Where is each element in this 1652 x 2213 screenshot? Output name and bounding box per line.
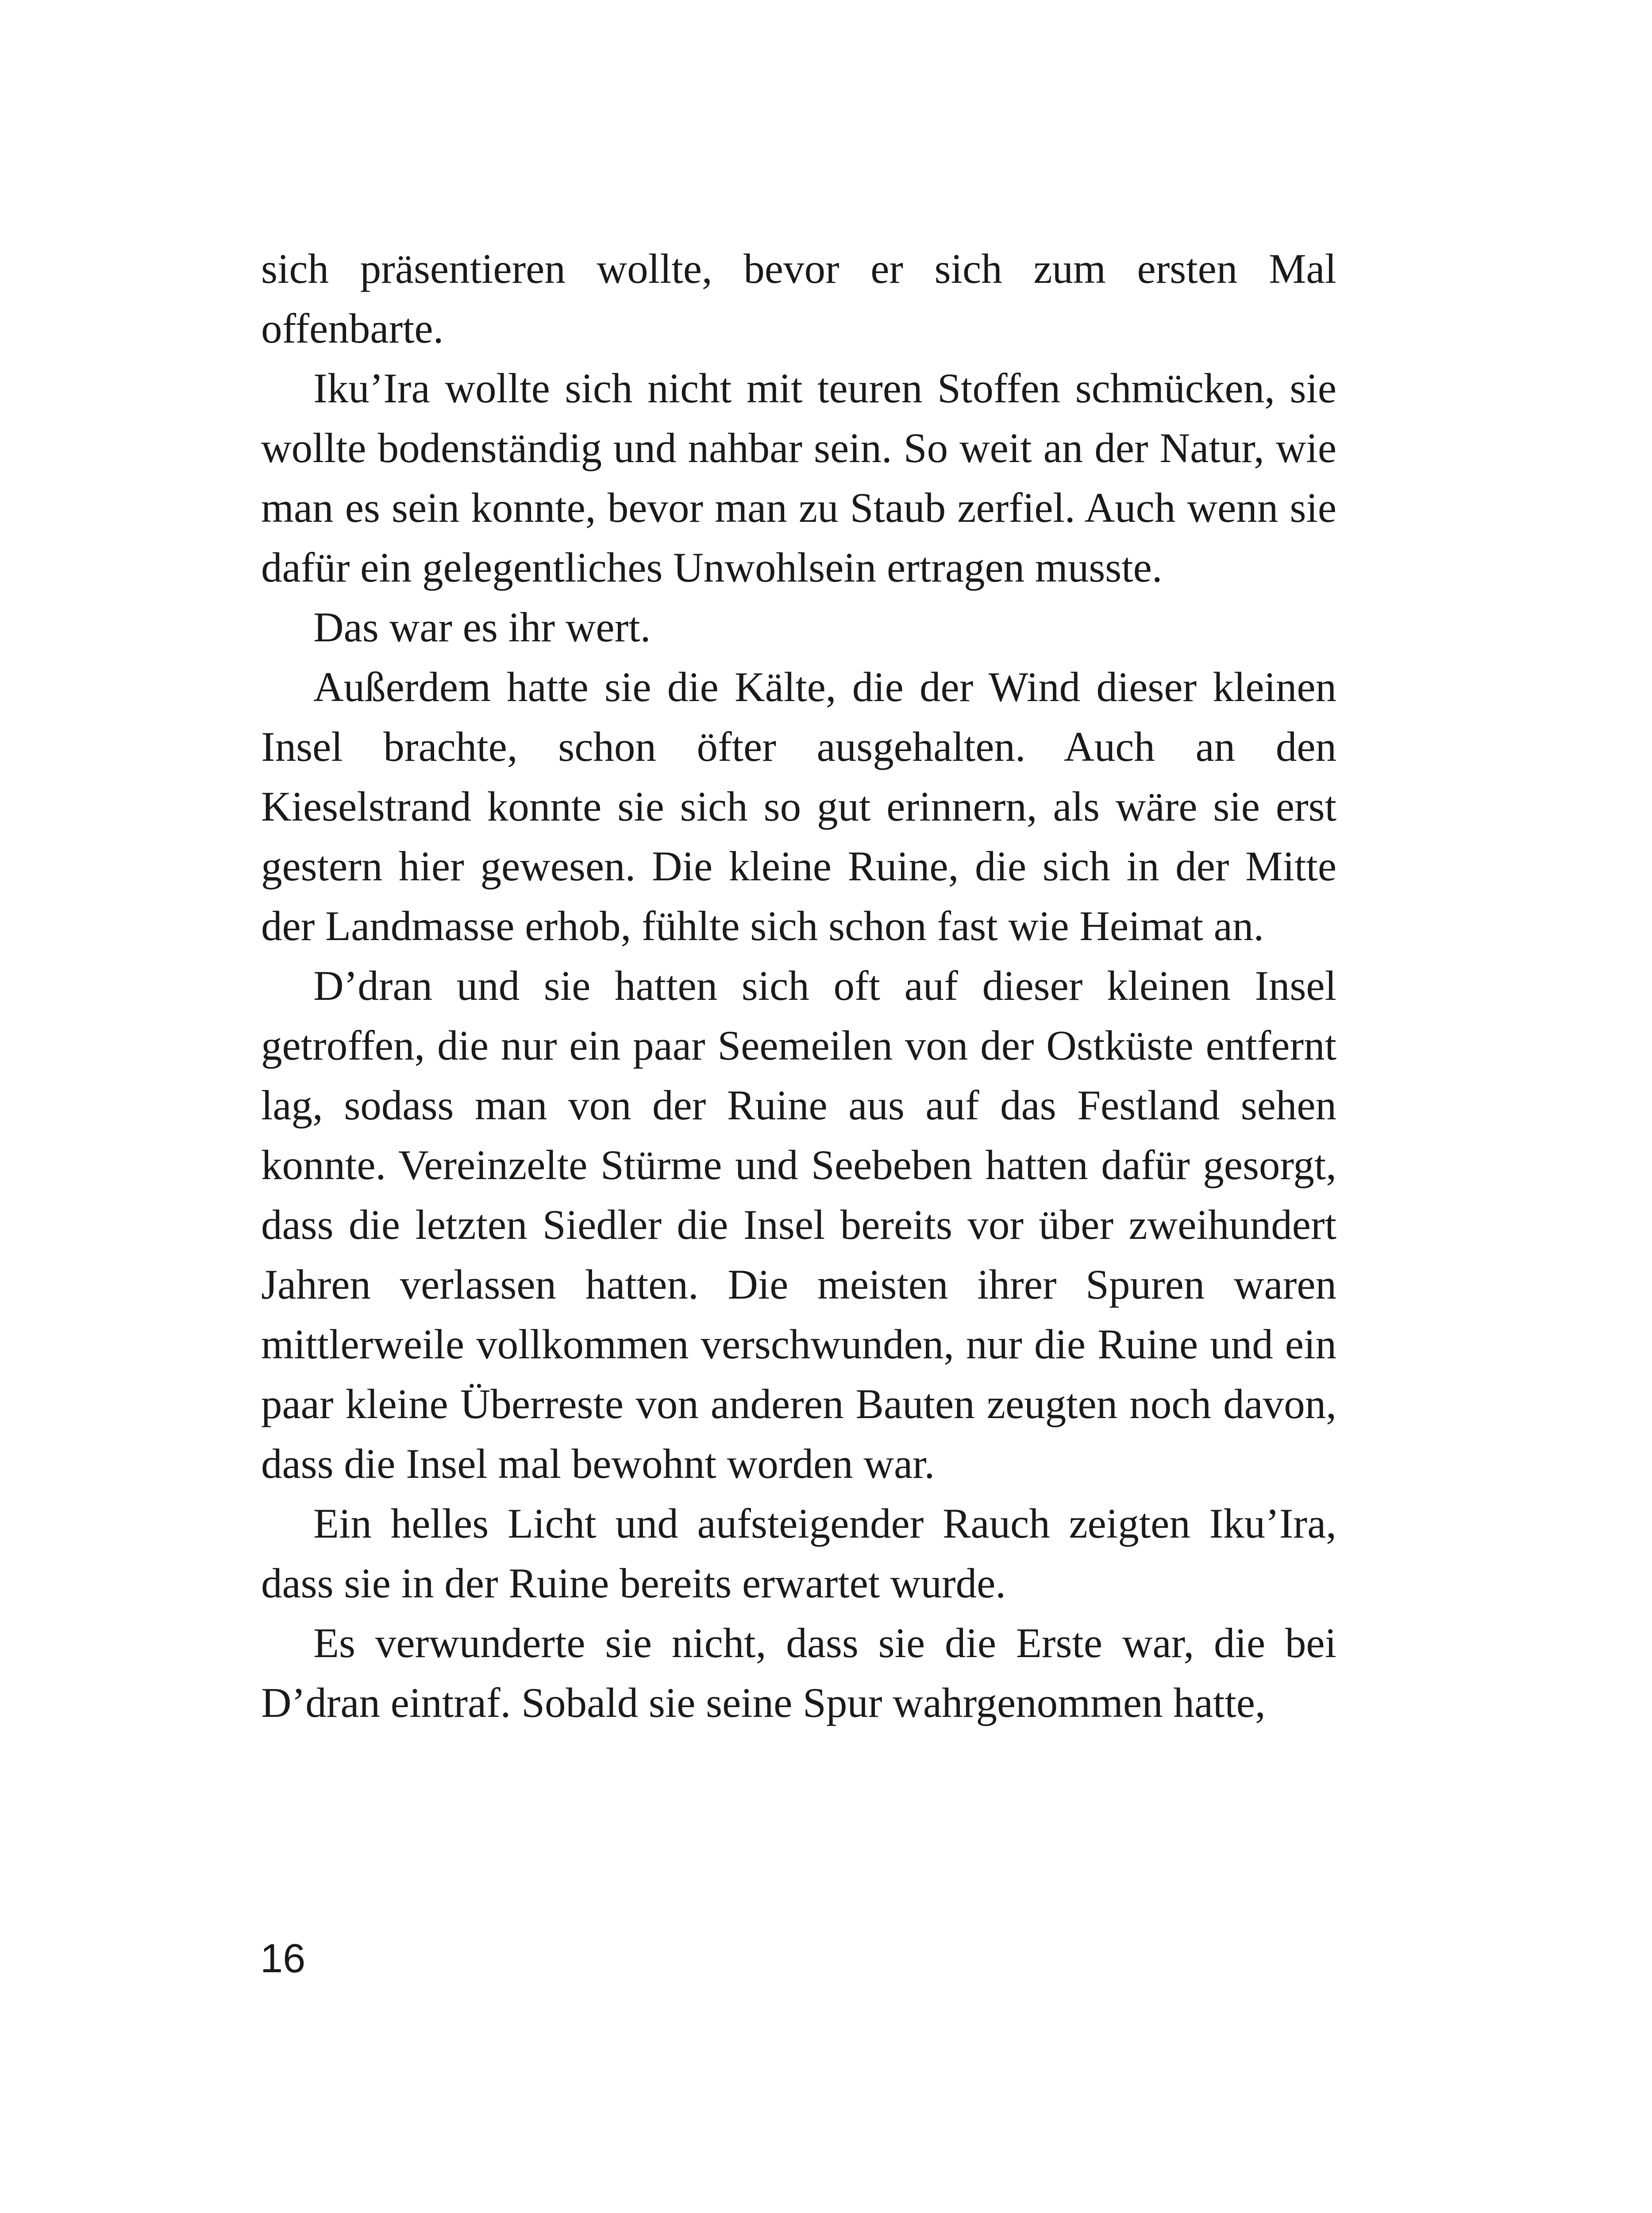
paragraph-1: sich präsentieren wollte, bevor er sich zum ersten Mal offenbarte. (261, 245, 1336, 352)
paragraph-4: Außerdem hatte sie die Kälte, die der Wind dieser kleinen Insel brachte, schon öfter ausgehalten. Auch an den Kieselstrand konnte sie sich so gut erinnern, als wäre sie erst gestern hier gewesen. Die kleine Ruine, die sich in der Mitte der Landmasse erhob, fühlte sich schon fast wie Heimat an. (261, 663, 1336, 949)
paragraph-7: Es verwunderte sie nicht, dass sie die Erste war, die bei D’dran eintraf. Sobald sie seine Spur wahrgenommen hatte, (261, 1619, 1336, 1726)
page-number: 16 (260, 1936, 306, 1981)
paragraph-5: D’dran und sie hatten sich oft auf dieser kleinen Insel getroffen, die nur ein paar Seemeilen von der Ostküste entfernt lag, sodass man von der Ruine aus auf das Festland sehen konnte. Vereinzelte Stürme und Seebeben hatten dafür gesorgt, dass die letzten Siedler die Insel bereits vor über zweihundert Jahren verlassen hatten. Die meisten ihrer Spuren waren mittlerweile vollkommen verschwunden, nur die Ruine und ein paar kleine Überreste von anderen Bauten zeugten noch davon, dass die Insel mal bewohnt worden war. (261, 962, 1336, 1487)
paragraph-3: Das war es ihr wert. (313, 604, 651, 651)
body-text (261, 239, 1336, 1733)
paragraph-6: Ein helles Licht und aufsteigender Rauch zeigten Iku’Ira, dass sie in der Ruine bereits erwartet wurde. (261, 1500, 1336, 1607)
paragraph-2: Iku’Ira wollte sich nicht mit teuren Stoffen schmücken, sie wollte bodenständig und nahbar sein. So weit an der Natur, wie man es sein konnte, bevor man zu Staub zerfiel. Auch wenn sie dafür ein gelegentliches Unwohlsein ertragen musste. (261, 365, 1336, 591)
